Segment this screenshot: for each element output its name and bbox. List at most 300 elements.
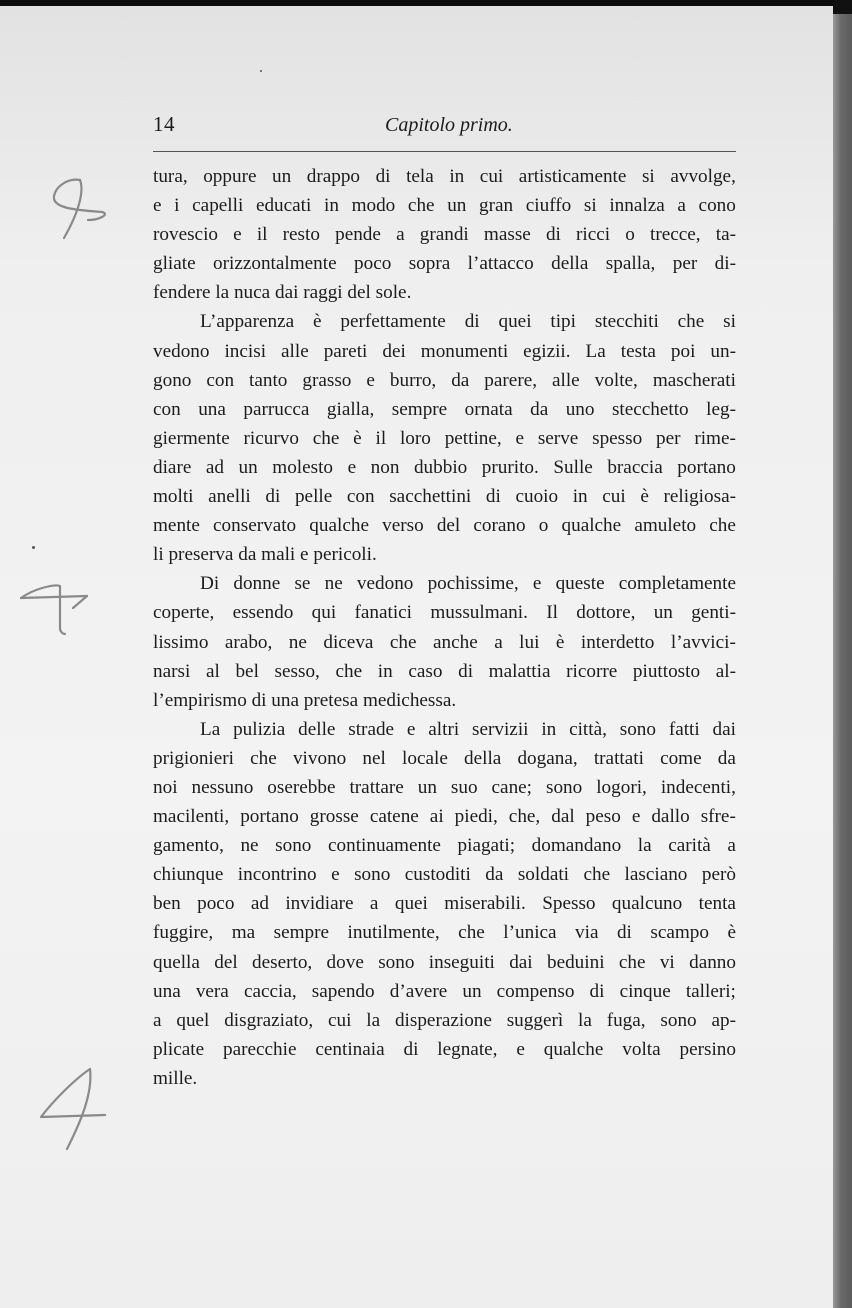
text-line <box>153 628 736 657</box>
word: che <box>407 195 435 217</box>
word: servizii <box>472 718 529 740</box>
word: educati <box>255 195 312 217</box>
word: ta- <box>715 224 736 246</box>
word: della <box>551 253 589 275</box>
word: per <box>656 427 681 449</box>
text-line <box>153 511 736 540</box>
word: quel <box>176 1009 210 1031</box>
page-speck <box>32 546 35 549</box>
word: strade <box>348 718 395 740</box>
word: sacchettini <box>389 486 472 508</box>
word: cui <box>479 166 504 187</box>
word: ricurvo <box>243 427 299 449</box>
word: ad <box>250 893 269 915</box>
word: sopra <box>408 253 451 275</box>
word: loro <box>399 427 431 449</box>
word: pochissime, <box>427 573 519 595</box>
word: del <box>436 515 461 537</box>
word: tipi <box>550 311 576 333</box>
word: prigionieri <box>153 747 234 769</box>
word: continuamente <box>327 835 441 857</box>
word: con <box>153 398 181 420</box>
word: compenso <box>496 980 575 1002</box>
paragraph <box>153 162 736 307</box>
word: legnate, <box>437 1038 498 1060</box>
word: volta <box>622 1038 661 1060</box>
word: cui <box>602 486 626 508</box>
word: perfettamente <box>340 311 446 333</box>
text-line <box>153 191 736 220</box>
word: sono <box>660 1009 697 1031</box>
word: da <box>717 747 736 769</box>
word: disperazione <box>394 1009 492 1031</box>
word: il <box>256 224 268 246</box>
word: quella <box>153 951 200 973</box>
text-line <box>153 831 736 860</box>
word: nessuno <box>191 776 254 798</box>
word: per <box>672 253 698 275</box>
word: parere, <box>484 369 538 391</box>
word: pareti <box>323 340 368 362</box>
word: tura, <box>153 166 188 187</box>
word: è <box>555 631 565 653</box>
word: dove <box>326 951 364 973</box>
word: fanatici <box>354 602 413 624</box>
text-line <box>153 598 736 627</box>
word: che <box>312 427 340 449</box>
word: locale <box>402 747 448 769</box>
word: invidiare <box>285 893 354 915</box>
word: carità <box>668 835 711 857</box>
word: sapendo <box>311 980 375 1002</box>
word: essendo <box>232 602 294 624</box>
word: dogana, <box>517 747 578 769</box>
word: di <box>589 980 605 1002</box>
word: noi <box>153 776 178 798</box>
text-line <box>153 395 736 424</box>
word: persino <box>679 1038 736 1060</box>
word: del <box>214 951 238 973</box>
word: innalza <box>609 195 665 217</box>
header-rule <box>153 151 736 152</box>
word: l’avvici- <box>670 631 736 653</box>
word: grasso <box>302 369 352 391</box>
word: l’attacco <box>467 253 534 275</box>
word: molesto <box>272 456 334 478</box>
word: via <box>575 922 599 944</box>
word: grandi <box>419 224 469 246</box>
word: caccia, <box>243 980 297 1002</box>
word: di <box>458 660 474 682</box>
word: anelli <box>208 486 251 508</box>
word: ad <box>205 456 225 478</box>
word: fuggire, <box>153 922 214 944</box>
word: da <box>530 398 549 420</box>
word: pelle <box>294 486 333 508</box>
word: ne <box>240 835 259 857</box>
word: La <box>200 718 221 740</box>
word: Il <box>546 602 558 624</box>
text-line <box>153 162 736 191</box>
word: gono <box>153 369 192 391</box>
word: o <box>538 515 549 537</box>
book-spine-shadow <box>833 14 852 1308</box>
word: un <box>447 195 467 217</box>
word: a <box>727 835 736 857</box>
word: delle <box>298 718 336 740</box>
word: però <box>701 864 736 886</box>
page-header <box>153 112 736 142</box>
word: spalla, <box>605 253 656 275</box>
handwritten-4-icon <box>40 170 110 250</box>
word: disgraziato, <box>224 1009 314 1031</box>
word: i <box>174 195 180 217</box>
word: dubbio <box>413 456 468 478</box>
word: trattati <box>593 747 644 769</box>
word: dei <box>382 340 406 362</box>
word: e <box>233 224 242 246</box>
word: artisticamente <box>518 166 627 187</box>
word: ciuffo <box>525 195 572 217</box>
word: anche <box>432 631 478 653</box>
word: alle <box>281 340 309 362</box>
handwritten-4-icon <box>15 580 95 650</box>
word: resto <box>282 224 320 246</box>
word: orizzontalmente <box>213 253 337 275</box>
word: pende <box>335 224 381 246</box>
word: gliate <box>153 253 196 275</box>
word: fuga, <box>606 1009 646 1031</box>
text-line <box>153 802 736 831</box>
word: donne <box>233 573 281 595</box>
word: alle <box>552 369 580 391</box>
paragraph <box>153 569 736 714</box>
text-line <box>153 424 736 453</box>
word: interdetto <box>580 631 655 653</box>
word: coperte, <box>153 602 215 624</box>
word: ricci <box>576 224 611 246</box>
word: cono <box>698 195 736 217</box>
word: arabo, <box>224 631 273 653</box>
word: sono <box>275 835 312 857</box>
word: sono <box>619 718 656 740</box>
word: dai <box>509 951 533 973</box>
word: che <box>389 631 417 653</box>
handwritten-4-icon <box>35 1065 115 1155</box>
word: quei <box>498 311 532 333</box>
word: burro, <box>389 369 437 391</box>
text-line <box>153 307 736 336</box>
word: poco <box>354 253 392 275</box>
word: giermente <box>153 427 230 449</box>
word: serve <box>537 427 579 449</box>
text-line <box>153 773 736 802</box>
text-line <box>153 249 736 278</box>
word: in <box>572 486 588 508</box>
word: vi <box>659 951 675 973</box>
word: ben <box>153 893 181 915</box>
word: ai <box>429 806 444 828</box>
word: altri <box>428 718 460 740</box>
word: Sulle <box>553 456 593 478</box>
word: malattia <box>488 660 551 682</box>
word: custoditi <box>404 864 471 886</box>
word: qualche <box>543 1038 604 1060</box>
word: fatti <box>668 718 700 740</box>
word: tenta <box>698 893 736 915</box>
word: un <box>462 980 482 1002</box>
word: un <box>238 456 258 478</box>
word: molti <box>153 486 194 508</box>
word: trecce, <box>650 224 701 246</box>
word: è <box>312 311 322 333</box>
text-line <box>153 1035 736 1064</box>
word: incontrino <box>237 864 317 886</box>
word: quei <box>394 893 428 915</box>
word: portano <box>240 806 299 828</box>
word: masse <box>483 224 531 246</box>
word: ornata <box>464 398 513 420</box>
word: con <box>206 369 235 391</box>
word: che <box>677 311 705 333</box>
running-title: Capitolo primo. <box>385 114 513 136</box>
word: di <box>464 311 480 333</box>
word: e <box>516 1038 525 1060</box>
word: soldati <box>517 864 570 886</box>
word: rovescio <box>153 224 219 246</box>
word: mente <box>153 515 200 537</box>
word: di <box>265 486 281 508</box>
word: incisi <box>224 340 267 362</box>
word: si <box>583 195 597 217</box>
text-line <box>153 220 736 249</box>
text-line: fendere la nuca dai raggi del sole. <box>153 282 412 304</box>
word: piedi, <box>454 806 498 828</box>
word: spesso <box>592 427 643 449</box>
word: e <box>331 864 340 886</box>
text-line <box>153 889 736 918</box>
word: suo <box>450 776 478 798</box>
word: chiunque <box>153 864 224 886</box>
word: macilenti, <box>153 806 230 828</box>
word: poi <box>670 340 696 362</box>
word: inutilmente, <box>347 922 440 944</box>
word: d’avere <box>389 980 448 1002</box>
word: si <box>723 311 736 333</box>
word: narsi <box>153 660 191 682</box>
word: bel <box>235 660 259 682</box>
word: che <box>583 864 611 886</box>
word: che <box>335 660 363 682</box>
word: a <box>677 195 686 217</box>
word: o <box>625 224 635 246</box>
word: cui <box>328 1009 352 1031</box>
word: inseguiti <box>428 951 495 973</box>
word: queste <box>555 573 605 595</box>
word: vivono <box>292 747 347 769</box>
word: è <box>353 427 362 449</box>
word: ap- <box>711 1009 736 1031</box>
word: piuttosto <box>632 660 701 682</box>
word: la <box>578 1009 592 1031</box>
word: lasciano <box>624 864 688 886</box>
word: a <box>494 631 503 653</box>
word: avvolge, <box>670 166 736 187</box>
word: capelli <box>192 195 244 217</box>
text-line <box>153 569 736 598</box>
word: cuoio <box>515 486 559 508</box>
word: leg- <box>706 398 736 420</box>
word: di <box>616 922 632 944</box>
word: e <box>631 806 641 828</box>
word: sono <box>545 776 583 798</box>
word: domandano <box>531 835 622 857</box>
word: dal <box>551 806 575 828</box>
word: in <box>541 718 557 740</box>
word: un <box>272 166 292 187</box>
paragraph <box>153 715 736 1093</box>
word: modo <box>351 195 396 217</box>
word: ne <box>324 573 343 595</box>
word: a <box>396 224 405 246</box>
text-line <box>153 482 736 511</box>
word: parrucca <box>243 398 310 420</box>
word: sempre <box>273 922 330 944</box>
word: drappo <box>306 166 361 187</box>
text-line: mille. <box>153 1067 198 1089</box>
word: una <box>198 398 226 420</box>
word: cinque <box>619 980 671 1002</box>
word: lissimo <box>153 631 209 653</box>
word: e <box>153 195 162 217</box>
word: caso <box>408 660 443 682</box>
word: pulizia <box>233 718 286 740</box>
word: poco <box>197 893 235 915</box>
word: e <box>515 427 525 449</box>
word: dottore, <box>576 602 636 624</box>
text-line <box>153 453 736 482</box>
word: catene <box>369 806 419 828</box>
word: si <box>641 166 655 187</box>
paragraph <box>153 307 736 569</box>
word: in <box>323 195 339 217</box>
text-line <box>153 948 736 977</box>
word: La <box>585 340 606 362</box>
word: tanto <box>249 369 288 391</box>
text-line <box>153 1006 736 1035</box>
word: di- <box>714 253 736 275</box>
word: e <box>406 718 416 740</box>
word: vedono <box>356 573 414 595</box>
text-line <box>153 337 736 366</box>
word: vedono <box>153 340 210 362</box>
word: a <box>369 893 379 915</box>
word: beduini <box>546 951 605 973</box>
word: sesso, <box>274 660 320 682</box>
word: sono <box>378 951 415 973</box>
word: peso <box>585 806 621 828</box>
word: di <box>485 486 501 508</box>
word: una <box>153 980 181 1002</box>
word: ma <box>231 922 256 944</box>
word: miserabili. <box>444 893 526 915</box>
word: in <box>377 660 393 682</box>
word: mussulmani. <box>430 602 528 624</box>
word: stecchiti <box>594 311 659 333</box>
word: come <box>660 747 702 769</box>
word: lui <box>519 631 540 653</box>
word: di <box>375 166 391 187</box>
word: parecchie <box>223 1038 297 1060</box>
word: in <box>449 166 465 187</box>
word: gran <box>479 195 514 217</box>
word: tela <box>406 166 434 187</box>
text-line: li preserva da mali e pericoli. <box>153 544 377 566</box>
word: uno <box>565 398 595 420</box>
word: verso <box>382 515 424 537</box>
word: religiosa- <box>663 486 736 508</box>
body-text <box>153 162 736 1093</box>
word: dai <box>712 718 736 740</box>
word: un- <box>710 340 736 362</box>
word: pettine, <box>444 427 502 449</box>
word: mascherati <box>652 369 736 391</box>
word: nel <box>362 747 386 769</box>
text-line <box>153 918 736 947</box>
word: che <box>618 951 646 973</box>
text-line: l’empirismo di una pretesa medichessa. <box>153 689 457 711</box>
word: che, <box>508 806 541 828</box>
word: genti- <box>691 602 736 624</box>
word: l’unica <box>503 922 557 944</box>
word: Spesso <box>542 893 596 915</box>
word: Di <box>200 573 220 595</box>
page-speck <box>260 70 262 72</box>
word: di <box>403 1038 419 1060</box>
word: piagati; <box>457 835 516 857</box>
word: gamento, <box>153 835 224 857</box>
word: e <box>366 369 375 391</box>
word: il <box>375 427 387 449</box>
word: plicate <box>153 1038 205 1060</box>
word: prurito. <box>481 456 539 478</box>
word: danno <box>689 951 736 973</box>
word: qualcuno <box>611 893 683 915</box>
word: volte, <box>594 369 638 391</box>
word: oppure <box>203 166 257 187</box>
word: stecchetto <box>611 398 689 420</box>
word: diceva <box>323 631 374 653</box>
word: conservato <box>213 515 297 537</box>
word: amuleto <box>634 515 697 537</box>
word: qui <box>311 602 337 624</box>
word: un <box>417 776 437 798</box>
word: che <box>250 747 277 769</box>
word: oserebbe <box>267 776 336 798</box>
text-line <box>153 860 736 889</box>
word: monumenti <box>420 340 509 362</box>
word: rime- <box>694 427 736 449</box>
text-line <box>153 657 736 686</box>
word: grosse <box>309 806 359 828</box>
word: centinaia <box>315 1038 385 1060</box>
word: al <box>205 660 220 682</box>
word: è <box>640 486 649 508</box>
word: corano <box>473 515 526 537</box>
word: a <box>153 1009 162 1031</box>
word: dallo <box>651 806 690 828</box>
word: al- <box>715 660 736 682</box>
